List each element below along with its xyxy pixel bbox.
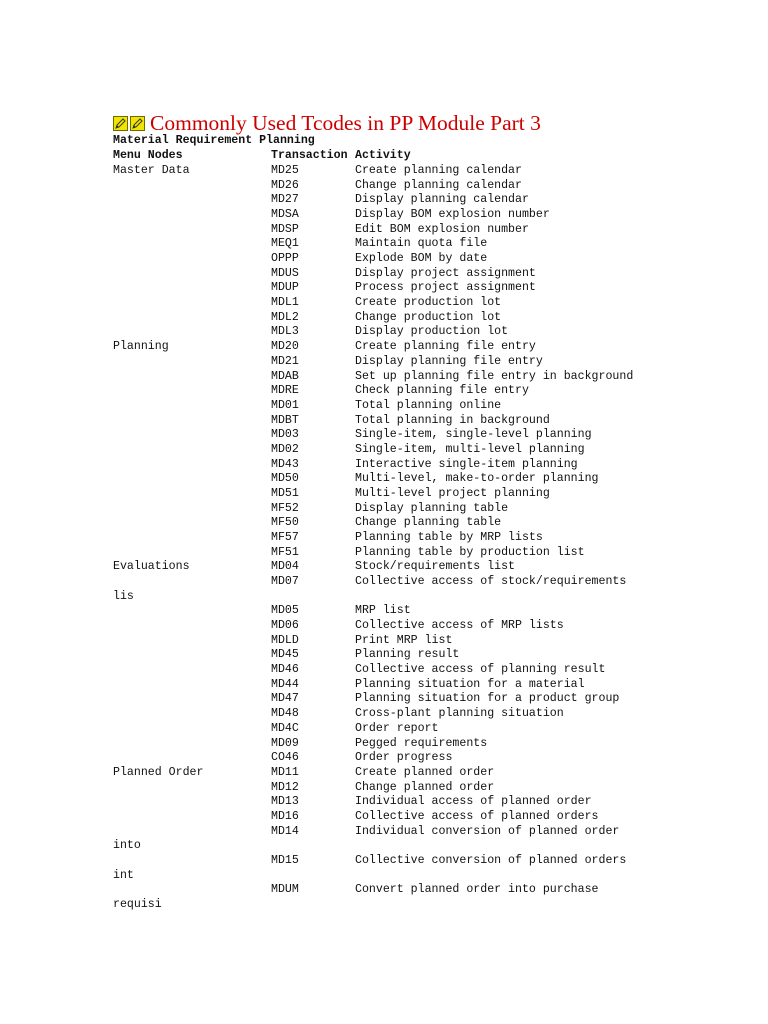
activity-cell: Edit BOM explosion number [355, 223, 529, 236]
transaction-code-cell: MD43 [271, 458, 299, 471]
activity-cell: Order report [355, 722, 439, 735]
transaction-code-cell: MD11 [271, 766, 299, 779]
pencil-icon [130, 116, 145, 131]
transaction-code-cell: MD20 [271, 340, 299, 353]
transaction-code-cell: MDL1 [271, 296, 299, 309]
activity-cell: Interactive single-item planning [355, 458, 578, 471]
transaction-code-cell: MD06 [271, 619, 299, 632]
transaction-code-cell: MD14 [271, 825, 299, 838]
activity-cell: Collective access of planned orders [355, 810, 599, 823]
menu-node-cell: Planned Order [113, 766, 204, 779]
activity-cell: Planning situation for a product group [355, 692, 620, 705]
activity-cell: Create planning file entry [355, 340, 536, 353]
activity-cell: Collective conversion of planned orders [355, 854, 627, 867]
activity-cell: Pegged requirements [355, 737, 488, 750]
transaction-code-cell: CO46 [271, 751, 299, 764]
transaction-code-cell: MDAB [271, 370, 299, 383]
transaction-code-cell: MD04 [271, 560, 299, 573]
activity-cell: Order progress [355, 751, 453, 764]
activity-cell: Multi-level project planning [355, 487, 550, 500]
activity-cell: Display planning file entry [355, 355, 543, 368]
activity-cell: Planning table by production list [355, 546, 585, 559]
menu-node-cell: Evaluations [113, 560, 190, 573]
activity-cell: Single-item, single-level planning [355, 428, 592, 441]
transaction-code-cell: MD12 [271, 781, 299, 794]
activity-cell: Total planning in background [355, 414, 550, 427]
transaction-code-cell: MD25 [271, 164, 299, 177]
activity-cell: Planning table by MRP lists [355, 531, 543, 544]
activity-cell: Display planning calendar [355, 193, 529, 206]
activity-cell: Change planned order [355, 781, 495, 794]
activity-cell: Check planning file entry [355, 384, 529, 397]
menu-node-cell: Master Data [113, 164, 190, 177]
transaction-code-cell: MD48 [271, 707, 299, 720]
transaction-code-cell: MD02 [271, 443, 299, 456]
transaction-code-cell: MD01 [271, 399, 299, 412]
transaction-code-cell: MD15 [271, 854, 299, 867]
menu-node-cell: int [113, 869, 134, 882]
transaction-code-cell: OPPP [271, 252, 299, 265]
activity-cell: Display planning table [355, 502, 509, 515]
activity-cell: Convert planned order into purchase [355, 883, 599, 896]
menu-node-cell: requisi [113, 898, 162, 911]
activity-cell: Collective access of stock/requirements [355, 575, 627, 588]
activity-cell: Change planning calendar [355, 179, 522, 192]
transaction-code-cell: MDUS [271, 267, 299, 280]
activity-cell: Cross-plant planning situation [355, 707, 564, 720]
transaction-code-cell: MDSA [271, 208, 299, 221]
activity-cell: Change production lot [355, 311, 502, 324]
transaction-code-cell: MD07 [271, 575, 299, 588]
transaction-code-cell: MDRE [271, 384, 299, 397]
transaction-code-cell: MD46 [271, 663, 299, 676]
activity-cell: Create production lot [355, 296, 502, 309]
column-header-menu-nodes: Menu Nodes [113, 149, 183, 162]
transaction-code-cell: MD51 [271, 487, 299, 500]
column-header-activity: Activity [355, 149, 411, 162]
section-heading: Material Requirement Planning [113, 134, 315, 147]
activity-cell: Total planning online [355, 399, 502, 412]
transaction-code-cell: MF50 [271, 516, 299, 529]
transaction-code-cell: MD09 [271, 737, 299, 750]
activity-cell: Change planning table [355, 516, 502, 529]
activity-cell: MRP list [355, 604, 411, 617]
activity-cell: Maintain quota file [355, 237, 488, 250]
menu-node-cell: Planning [113, 340, 169, 353]
transaction-code-cell: MD45 [271, 648, 299, 661]
transaction-code-cell: MDLD [271, 634, 299, 647]
activity-cell: Explode BOM by date [355, 252, 488, 265]
transaction-code-cell: MDSP [271, 223, 299, 236]
transaction-code-cell: MDUP [271, 281, 299, 294]
activity-cell: Planning situation for a material [355, 678, 585, 691]
activity-cell: Stock/requirements list [355, 560, 516, 573]
activity-cell: Process project assignment [355, 281, 536, 294]
transaction-code-cell: MD47 [271, 692, 299, 705]
activity-cell: Display BOM explosion number [355, 208, 550, 221]
transaction-code-cell: MD05 [271, 604, 299, 617]
title-row [113, 110, 541, 136]
transaction-code-cell: MD4C [271, 722, 299, 735]
menu-node-cell: into [113, 839, 141, 852]
column-header-transaction: Transaction [271, 149, 348, 162]
activity-cell: Individual conversion of planned order [355, 825, 620, 838]
transaction-code-cell: MD27 [271, 193, 299, 206]
activity-cell: Set up planning file entry in background [355, 370, 634, 383]
transaction-code-cell: MD44 [271, 678, 299, 691]
transaction-code-cell: MD26 [271, 179, 299, 192]
transaction-code-cell: MD50 [271, 472, 299, 485]
pencil-icon [113, 116, 128, 131]
activity-cell: Planning result [355, 648, 460, 661]
activity-cell: Individual access of planned order [355, 795, 592, 808]
activity-cell: Display production lot [355, 325, 509, 338]
activity-cell: Create planning calendar [355, 164, 522, 177]
page-title: Commonly Used Tcodes in PP Module Part 3 [150, 111, 541, 135]
activity-cell: Print MRP list [355, 634, 453, 647]
transaction-code-cell: MEQ1 [271, 237, 299, 250]
transaction-code-cell: MD13 [271, 795, 299, 808]
transaction-code-cell: MDUM [271, 883, 299, 896]
menu-node-cell: lis [113, 590, 134, 603]
transaction-code-cell: MDBT [271, 414, 299, 427]
transaction-code-cell: MF51 [271, 546, 299, 559]
transaction-code-cell: MD03 [271, 428, 299, 441]
transaction-code-cell: MD16 [271, 810, 299, 823]
transaction-code-cell: MF57 [271, 531, 299, 544]
activity-cell: Collective access of MRP lists [355, 619, 564, 632]
transaction-code-cell: MD21 [271, 355, 299, 368]
activity-cell: Single-item, multi-level planning [355, 443, 585, 456]
activity-cell: Create planned order [355, 766, 495, 779]
activity-cell: Display project assignment [355, 267, 536, 280]
activity-cell: Collective access of planning result [355, 663, 606, 676]
activity-cell: Multi-level, make-to-order planning [355, 472, 599, 485]
transaction-code-cell: MDL2 [271, 311, 299, 324]
transaction-code-cell: MDL3 [271, 325, 299, 338]
transaction-code-cell: MF52 [271, 502, 299, 515]
